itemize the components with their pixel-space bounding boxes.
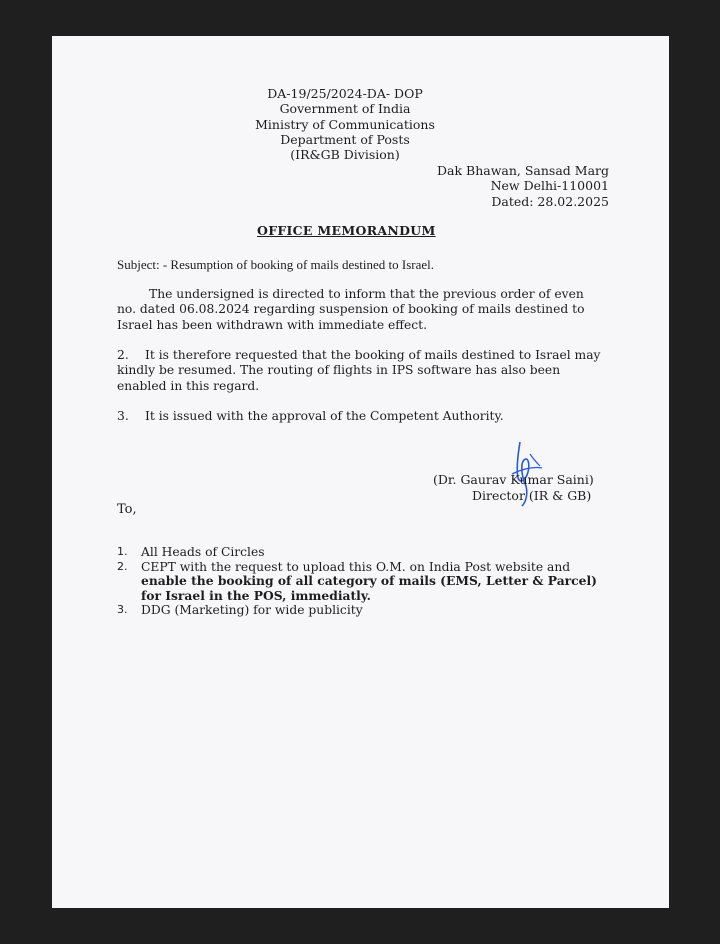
- document-page: [52, 36, 669, 908]
- list-item-number: 3.: [117, 603, 128, 616]
- letterhead: [222, 86, 468, 162]
- paragraph-3-text: It is issued with the approval of the Competent Authority.: [145, 409, 504, 423]
- paragraph-1-text: The undersigned is directed to inform that the previous order of even no. dated 06.08.2024 regarding suspension of booking of mails destined to Israel has been withdrawn with immediate effect.: [117, 287, 585, 332]
- list-item-text: All Heads of Circles: [141, 545, 265, 559]
- paragraph-1: [117, 287, 603, 333]
- to-label: To,: [117, 502, 137, 517]
- paragraph-2-number: 2.: [117, 348, 129, 362]
- subject-line: Subject: - Resumption of booking of mails destined to Israel.: [117, 257, 435, 272]
- address-block: [437, 163, 609, 209]
- division-line: (IR&GB Division): [290, 147, 400, 163]
- list-item-bold-text: enable the booking of all category of mails (EMS, Letter & Parcel) for Israel in the POS, immediatly.: [141, 573, 597, 603]
- list-item-text: CEPT with the request to upload this O.M. on India Post website and: [141, 559, 571, 574]
- list-item: [117, 560, 597, 604]
- list-item-text: DDG (Marketing) for wide publicity: [141, 603, 363, 617]
- list-item-number: 2.: [117, 559, 128, 573]
- list-item-number: 1.: [117, 545, 128, 558]
- list-item: [117, 603, 597, 618]
- paragraph-2: [117, 348, 603, 394]
- signatory-name: (Dr. Gaurav Kumar Saini): [433, 472, 594, 487]
- list-item: [117, 545, 597, 560]
- memo-title: OFFICE MEMORANDUM: [257, 223, 436, 238]
- government-line: Government of India: [279, 101, 411, 117]
- paragraph-3-number: 3.: [117, 409, 129, 423]
- paragraph-3: [117, 409, 603, 424]
- address-line: Dak Bhawan, Sansad Marg: [437, 163, 609, 178]
- signatory-designation: Director (IR & GB): [472, 488, 592, 503]
- city-line: New Delhi-110001: [490, 178, 609, 194]
- file-number: DA-19/25/2024-DA- DOP: [267, 86, 423, 101]
- recipients-list: [117, 545, 597, 618]
- paragraph-2-text: It is therefore requested that the booking of mails destined to Israel may kindly be resumed. The routing of flights in IPS software has also been enabled in this regard.: [117, 348, 601, 393]
- ministry-line: Ministry of Communications: [255, 116, 435, 132]
- department-line: Department of Posts: [280, 131, 410, 147]
- date-line: Dated: 28.02.2025: [491, 193, 609, 209]
